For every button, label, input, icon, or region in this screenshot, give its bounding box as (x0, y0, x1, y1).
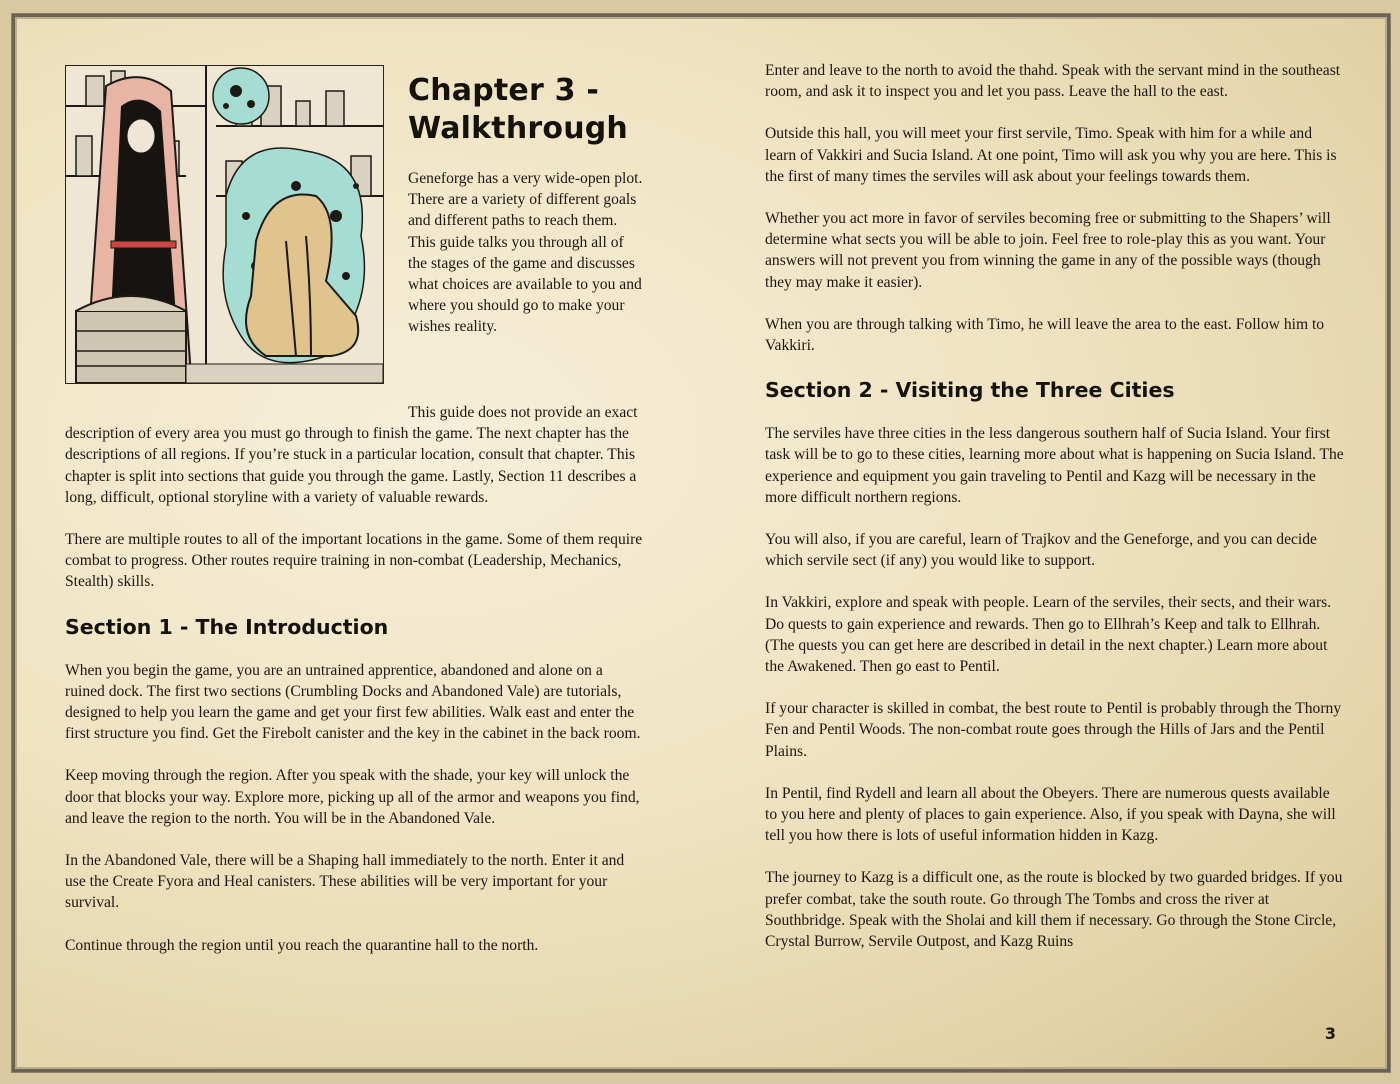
section2-paragraph-4: If your character is skilled in combat, the best route to Pentil is probably through the Thorny Fen and Pentil Woods. The non-combat route goes through the Hills of Jars and the Pentil Plains. (765, 700, 1342, 760)
left-column (65, 402, 645, 977)
section2-paragraph-5: In Pentil, find Rydell and learn all about the Obeyers. There are numerous quests available to you here and plenty of places to gain experience. Also, if you speak with Dayna, she will tell you how there is lots of useful information hidden in Kazg. (765, 784, 1336, 845)
hooded-figure-illustration (66, 66, 383, 383)
section1-paragraph-4: Continue through the region until you reach the quarantine hall to the north. (65, 936, 539, 954)
chapter-title (408, 72, 648, 148)
section2-heading: Section 2 - Visiting the Three Cities (765, 378, 1175, 403)
page-number: 3 (1324, 1024, 1336, 1043)
right-paragraph-1: Enter and leave to the north to avoid the thahd. Speak with the servant mind in the southeast room, and ask it to inspect you and let you pass. Leave the hall to the east. (765, 62, 1341, 101)
left-paragraph-2: There are multiple routes to all of the important locations in the game. Some of them require combat to progress. Other routes require training in non-combat (Leadership, Mechanics, Stealth) skills. (65, 531, 643, 591)
right-paragraph-3: Whether you act more in favor of serviles becoming free or submitting to the Shapers’ will determine what sects you will be able to join. Feel free to role-play this as you want. Your answers will not prevent you from winning the game in any of the possible ways (though they may make it easier). (765, 210, 1331, 291)
left-paragraph-1: This guide does not provide an exact description of every area you must go through to finish the game. The next chapter has the descriptions of all regions. If you’re stuck in a particular location, consult that chapter. This chapter is split into sections that guide you through the game. Lastly, Section 11 describes a long, difficult, optional storyline with a variety of valuable rewards. (65, 404, 638, 506)
section2-paragraph-6: The journey to Kazg is a difficult one, as the route is blocked by two guarded bridges. If you prefer combat, take the south route. Go through The Tombs and cross the river at Southbridge. Speak with the Sholai and kill them if necessary. Go through the Stone Circle, Crystal Burrow, Servile Outpost, and Kazg Ruins (765, 869, 1343, 951)
chapter-title-line1: Chapter 3 - (408, 73, 599, 108)
chapter-intro: Geneforge has a very wide-open plot. There are a variety of different goals and different paths to reach them. This guide talks you through all of the stages of the game and discusses what choices are available to you and where you should go to make your wishes reality. (408, 170, 643, 336)
section1-heading: Section 1 - The Introduction (65, 614, 389, 639)
section2-paragraph-2: You will also, if you are careful, learn of Trajkov and the Geneforge, and you can decide which servile sect (if any) you would like to support. (765, 531, 1317, 570)
section2-paragraph-3: In Vakkiri, explore and speak with people. Learn of the serviles, their sects, and their wars. Do quests to gain experience and rewards. Then go to Ellhrah’s Keep and talk to Ellhrah. (The quests you can get here are described in detail in the next chapter.) Learn more about the Awakened. Then go east to Pentil. (765, 594, 1332, 676)
right-paragraph-2: Outside this hall, you will meet your first servile, Timo. Speak with him for a while and learn of Vakkiri and Sucia Island. At one point, Timo will ask you why you are here. This is the first of many times the serviles will ask about your feelings towards them. (765, 125, 1337, 185)
section1-paragraph-2: Keep moving through the region. After you speak with the shade, your key will unlock the door that blocks your way. Explore more, picking up all of the armor and weapons you find, and leave the region to the north. You will be in the Abandoned Vale. (65, 767, 640, 827)
section2-paragraph-1: The serviles have three cities in the less dangerous southern half of Sucia Island. Your first task will be to go to these cities, learning more about what is happening on Sucia Island. The experience and equipment you gain traveling to Pentil and Kazg will be necessary in the more difficult northern regions. (765, 425, 1344, 506)
chapter-title-line2: Walkthrough (408, 111, 628, 146)
section1-paragraph-1: When you begin the game, you are an untrained apprentice, abandoned and alone on a ruined dock. The first two sections (Crumbling Docks and Abandoned Vale) are tutorials, designed to help you learn the game and get your first few abilities. Walk east and enter the first structure you find. Get the Firebolt canister and the key in the cabinet in the back room. (65, 661, 641, 743)
chapter-illustration (65, 65, 384, 384)
right-paragraph-4: When you are through talking with Timo, he will leave the area to the east. Follow him to Vakkiri. (765, 315, 1325, 355)
right-column (765, 60, 1345, 973)
section1-paragraph-3: In the Abandoned Vale, there will be a Shaping hall immediately to the north. Enter it and use the Create Fyora and Heal canisters. These abilities will be very important for your survival. (65, 852, 625, 912)
